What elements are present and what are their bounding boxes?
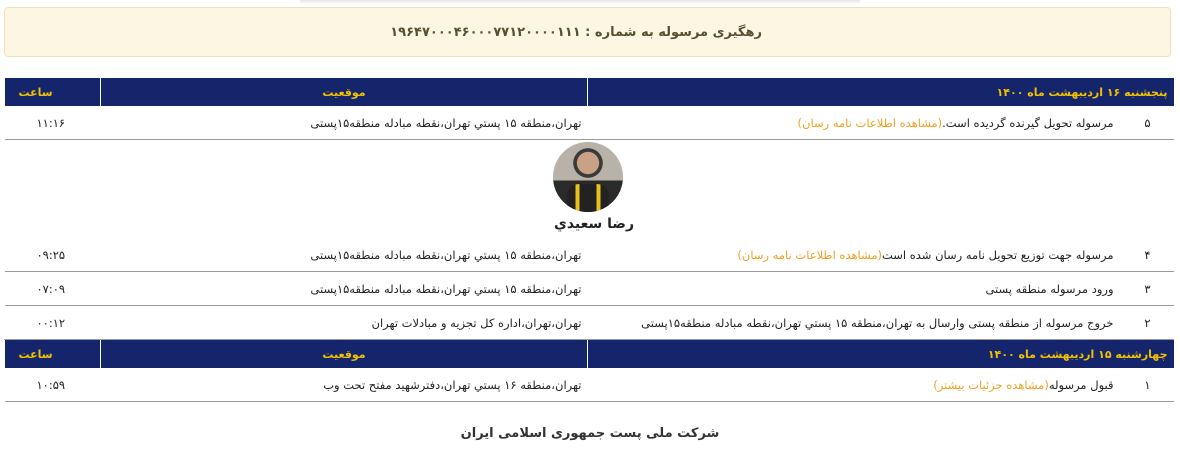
more-details-link[interactable]: (مشاهده جزئیات بیشتر) <box>933 378 1049 392</box>
table-row <box>5 106 1174 140</box>
table-row <box>5 368 1174 402</box>
row-location: تهران،منطقه ۱۵ پستي تهران،نقطه مبادله منطقه۱۵پستی <box>101 272 588 306</box>
date-header: چهارشنبه ۱۵ اردیبهشت ماه ۱۴۰۰ <box>588 340 1174 369</box>
postman-row <box>5 140 1174 239</box>
table-row <box>5 272 1174 306</box>
row-description: ورود مرسوله منطقه پستی <box>985 282 1114 296</box>
row-time: ۰۷:۰۹ <box>5 272 101 306</box>
row-number: ۴ <box>1144 248 1151 262</box>
row-event <box>588 272 1174 306</box>
row-description <box>798 113 1114 133</box>
footer-text: شرکت ملی پست جمهوری اسلامی ایران <box>460 426 720 441</box>
time-header: ساعت <box>5 340 101 369</box>
row-time: ۱۱:۱۶ <box>5 106 101 140</box>
row-time: ۰۹:۲۵ <box>5 238 101 272</box>
table-row <box>5 306 1174 340</box>
row-event <box>588 106 1174 140</box>
row-number: ۵ <box>1144 116 1151 130</box>
row-desc-text: مرسوله تحویل گیرنده گردیده است. <box>942 116 1114 130</box>
row-time: ۰۰:۱۲ <box>5 306 101 340</box>
row-location: تهران،منطقه ۱۶ پستي تهران،دفترشهید مفتح تحت وب <box>101 368 588 402</box>
tracking-banner <box>4 7 1171 57</box>
time-header: ساعت <box>5 78 101 106</box>
row-location: تهران،منطقه ۱۵ پستي تهران،نقطه مبادله منطقه۱۵پستی <box>101 106 588 140</box>
top-shadow <box>300 0 860 4</box>
postman-info-link[interactable]: (مشاهده اطلاعات نامه رسان) <box>797 116 943 130</box>
postman-info-link[interactable]: (مشاهده اطلاعات نامه رسان) <box>737 248 882 262</box>
row-number: ۱ <box>1144 378 1151 392</box>
table-row <box>5 238 1174 272</box>
section-header <box>5 340 1174 369</box>
row-event <box>588 238 1174 272</box>
row-event <box>588 306 1174 340</box>
row-description: خروج مرسوله از منطقه پستی وارسال به تهران،منطقه ۱۵ پستي تهران،نقطه مبادله منطقه۱۵پستی <box>641 316 1114 330</box>
row-location: تهران،تهران،اداره کل تجزیه و مبادلات تهران <box>101 306 588 340</box>
row-desc-text: قبول مرسوله <box>1048 378 1114 392</box>
row-event <box>588 368 1174 402</box>
postman-avatar <box>553 142 623 212</box>
row-description <box>933 375 1113 395</box>
section-header <box>5 78 1174 106</box>
date-header: پنجشنبه ۱۶ اردیبهشت ماه ۱۴۰۰ <box>588 78 1174 106</box>
postman-card <box>5 140 1174 238</box>
row-number: ۳ <box>1144 282 1151 296</box>
tracking-title: رهگیری مرسوله به شماره : ۱۹۶۴۷۰۰۰۴۶۰۰۰۷۷۱۲۰۰۰۰۱۱۱ <box>390 24 762 40</box>
row-location: تهران،منطقه ۱۵ پستي تهران،نقطه مبادله منطقه۱۵پستی <box>101 238 588 272</box>
tracking-table-day-1 <box>4 78 1174 402</box>
row-desc-text: مرسوله جهت توزیع تحویل نامه رسان شده است <box>881 248 1114 262</box>
row-description <box>737 245 1113 265</box>
location-header: موقعیت <box>101 78 588 106</box>
row-time: ۱۰:۵۹ <box>5 368 101 402</box>
postman-name: رضا سعیدي <box>553 216 635 232</box>
row-number: ۲ <box>1144 316 1151 330</box>
location-header: موقعیت <box>101 340 588 369</box>
